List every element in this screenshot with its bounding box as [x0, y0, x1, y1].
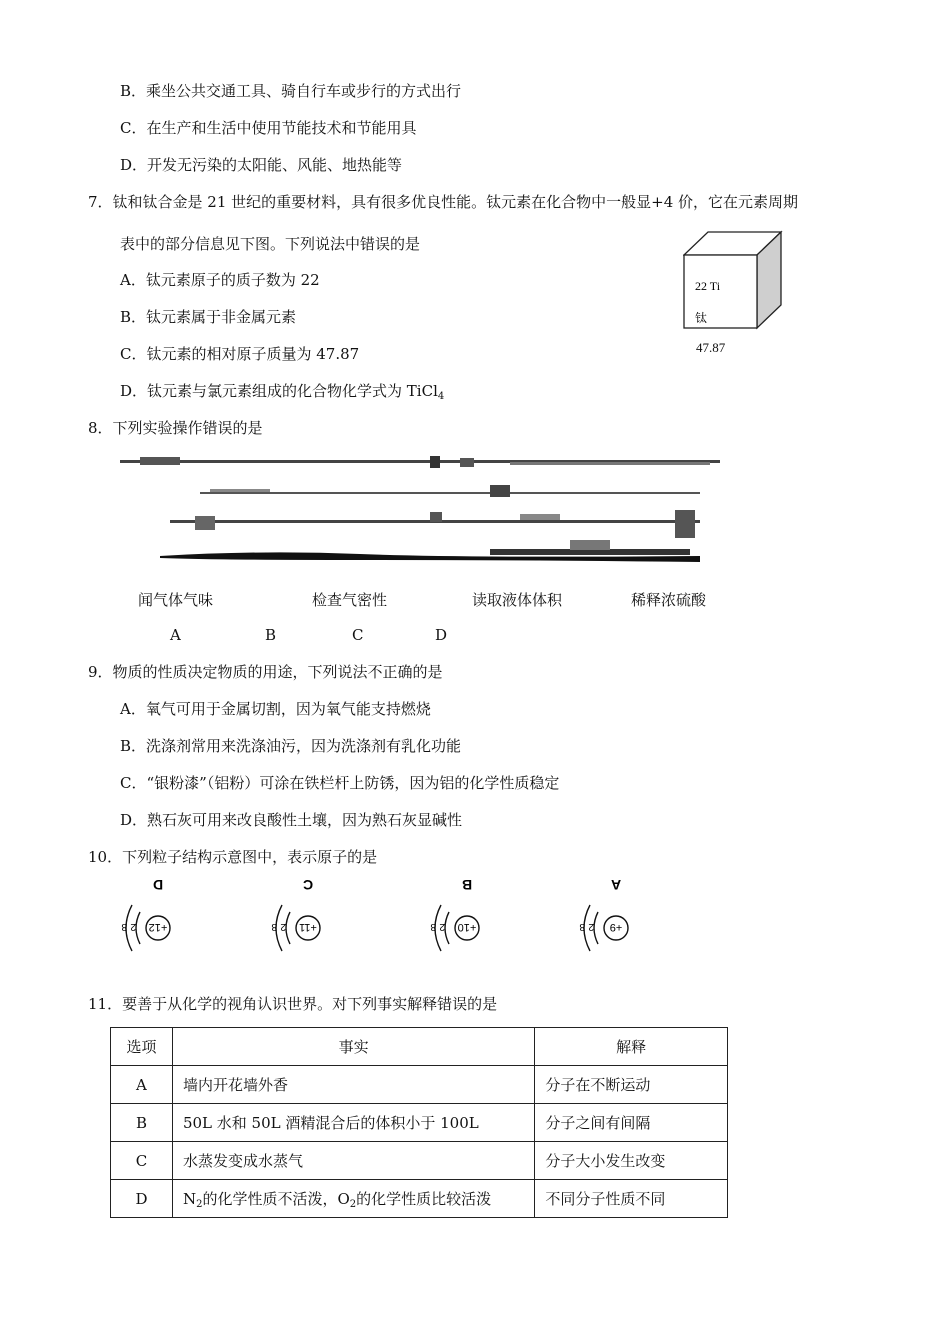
header-fact: 事实: [172, 1028, 534, 1066]
atom-shell1-a: 2: [588, 921, 594, 932]
q11-stem: 11．要善于从化学的视角认识世界。对下列事实解释错误的是: [88, 995, 498, 1013]
atom-letter-d: D: [152, 880, 164, 893]
q7-option-d-text: D．钛元素与氯元素组成的化合物化学式为 TiCl: [120, 382, 438, 400]
caption-dilute-sulfuric-acid: 稀释浓硫酸: [631, 591, 707, 609]
fact-middle-text: 的化学性质不活泼，O: [202, 1189, 350, 1208]
q7-option-d-subscript: 4: [437, 391, 445, 402]
q7-option-c: C．钛元素的相对原子质量为 47.87: [120, 345, 360, 363]
q9-option-a: A．氧气可用于金属切割，因为氧气能支持燃烧: [120, 700, 431, 718]
q7-option-d: [120, 381, 444, 407]
q7-stem-line2: 表中的部分信息见下图。下列说法中错误的是: [120, 235, 421, 253]
table-row: [111, 1066, 728, 1104]
atom-diagram-b: [427, 880, 507, 965]
atom-structure-c: [268, 880, 348, 965]
row-option: C: [111, 1142, 173, 1180]
option-letter-b: B: [265, 626, 277, 644]
row-option: B: [111, 1104, 173, 1142]
atom-nucleus-a: +9: [609, 921, 623, 933]
atom-letter-c: C: [302, 880, 314, 893]
element-mass: 47.87: [696, 340, 726, 355]
atom-diagram-a: [576, 880, 656, 965]
element-number-symbol: 22 Ti: [695, 279, 721, 293]
atom-letter-a: A: [610, 880, 622, 893]
row-explanation: 分子之间有间隔: [535, 1104, 728, 1142]
experiment-operations-image: [110, 450, 730, 575]
atom-diagram-d: [118, 880, 198, 965]
row-fact: [172, 1180, 534, 1218]
table-row: [111, 1104, 728, 1142]
q7-option-b: B．钛元素属于非金属元素: [120, 308, 297, 326]
periodic-cell-cube: [683, 230, 783, 330]
header-explanation: 解释: [535, 1028, 728, 1066]
atom-shell2-b: 8: [430, 921, 436, 932]
q7-option-a: A．钛元素原子的质子数为 22: [120, 271, 320, 289]
caption-check-airtightness: 检查气密性: [312, 591, 388, 609]
table-row: [111, 1180, 728, 1218]
fact-n-symbol: N: [182, 1189, 197, 1208]
atom-letter-b: B: [461, 880, 473, 893]
atom-shell2-d: 8: [121, 921, 127, 932]
q6-option-c: C．在生产和生活中使用节能技术和节能用具: [120, 119, 417, 137]
atom-diagram-c: [268, 880, 348, 965]
atom-shell1-b: 2: [439, 921, 445, 932]
q9-option-c: C．“银粉漆”（铝粉）可涂在铁栏杆上防锈，因为铝的化学性质稳定: [120, 774, 560, 792]
q8-stem: 8．下列实验操作错误的是: [88, 419, 263, 437]
row-fact: 水蒸发变成水蒸气: [172, 1142, 534, 1180]
q9-option-b: B．洗涤剂常用来洗涤油污，因为洗涤剂有乳化功能: [120, 737, 462, 755]
q7-stem-line1: 7．钛和钛合金是 21 世纪的重要材料，具有很多优良性能。钛元素在化合物中一般显+4 价，它在元素周期: [88, 193, 799, 211]
row-fact: 50L 水和 50L 酒精混合后的体积小于 100L: [172, 1104, 534, 1142]
q6-option-b: B．乘坐公共交通工具、骑自行车或步行的方式出行: [120, 82, 462, 100]
distorted-experiment-graphic: [110, 450, 730, 575]
table-header-row: [111, 1028, 728, 1066]
atom-structure-b: [427, 880, 507, 965]
fact-end-text: 的化学性质比较活泼: [356, 1189, 492, 1208]
caption-smell-gas: 闻气体气味: [138, 591, 214, 609]
option-letter-a: A: [170, 626, 181, 644]
q9-stem: 9．物质的性质决定物质的用途，下列说法不正确的是: [88, 663, 443, 681]
caption-read-liquid-volume: 读取液体体积: [472, 591, 563, 609]
atom-shell2-a: 8: [579, 921, 585, 932]
element-name: 钛: [695, 311, 708, 325]
row-option: D: [111, 1180, 173, 1218]
header-option: 选项: [111, 1028, 173, 1066]
atom-shell1-d: 2: [130, 921, 136, 932]
table-row: [111, 1142, 728, 1180]
option-letter-c: C: [352, 626, 364, 644]
atom-shell1-c: 2: [280, 921, 286, 932]
row-explanation: 不同分子性质不同: [535, 1180, 728, 1218]
atom-nucleus-b: +10: [457, 921, 477, 933]
atom-shell2-c: 8: [271, 921, 277, 932]
fact-o-subscript: 2: [349, 1198, 357, 1210]
row-explanation: 分子大小发生改变: [535, 1142, 728, 1180]
periodic-table-cell: [683, 230, 783, 330]
row-fact: 墙内开花墙外香: [172, 1066, 534, 1104]
q6-option-d: D．开发无污染的太阳能、风能、地热能等: [120, 156, 403, 174]
fact-n-subscript: 2: [196, 1198, 203, 1210]
row-explanation: 分子在不断运动: [535, 1066, 728, 1104]
option-letter-d: D: [435, 626, 448, 644]
q9-option-d: D．熟石灰可用来改良酸性土壤，因为熟石灰显碱性: [120, 811, 463, 829]
q10-stem: 10．下列粒子结构示意图中，表示原子的是: [88, 848, 378, 866]
atom-structure-d: [118, 880, 198, 965]
atom-structure-a: [576, 880, 656, 965]
atom-nucleus-c: +11: [299, 921, 317, 933]
atom-nucleus-d: +12: [148, 921, 168, 933]
row-option: A: [111, 1066, 173, 1104]
facts-explanation-table: [110, 1027, 728, 1218]
